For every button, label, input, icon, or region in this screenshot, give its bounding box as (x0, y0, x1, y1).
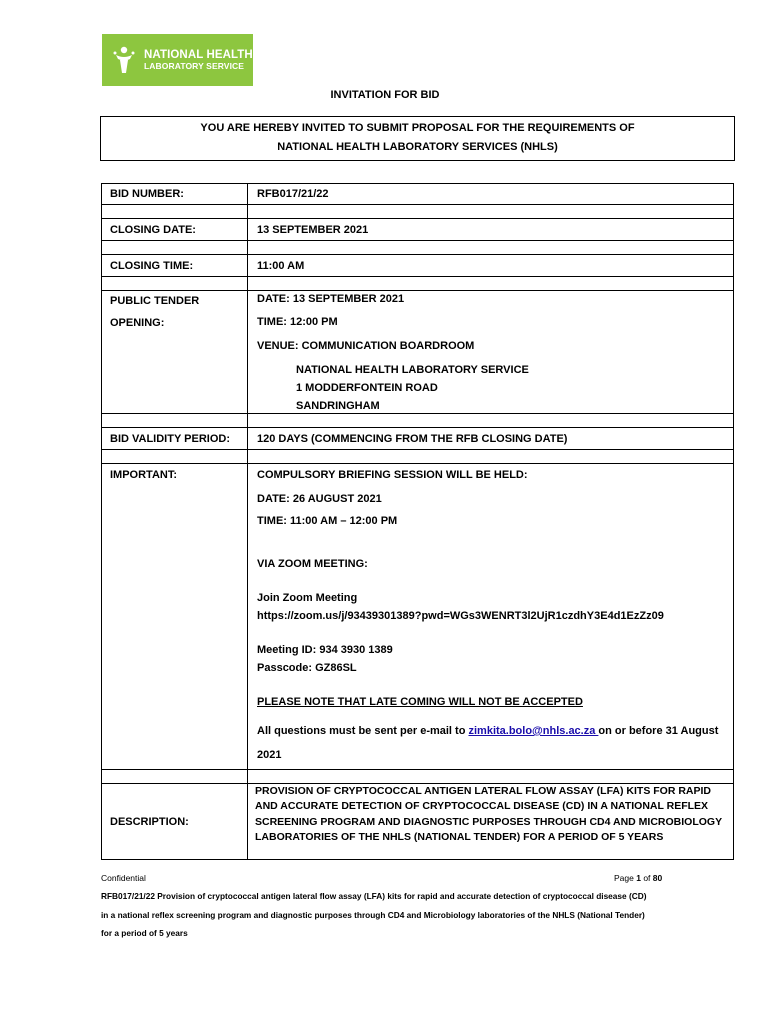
description-label: DESCRIPTION: (110, 816, 189, 828)
row-divider (102, 463, 733, 464)
page-title: INVITATION FOR BID (330, 89, 440, 101)
footer-line-3: for a period of 5 years (101, 928, 188, 938)
nhls-emblem-icon (110, 45, 138, 75)
page-number (614, 873, 662, 883)
confidential-label: Confidential (101, 873, 146, 883)
bid-details-table (101, 183, 734, 860)
questions-prefix: All questions must be sent per e-mail to (257, 725, 469, 737)
page-current: 1 (636, 873, 641, 883)
page-total: 80 (652, 873, 663, 883)
row-divider (102, 413, 733, 414)
venue-address-line-1: NATIONAL HEALTH LABORATORY SERVICE (296, 364, 529, 376)
row-divider (102, 240, 733, 241)
meeting-passcode: Passcode: GZ86SL (257, 662, 357, 674)
important-label: IMPORTANT: (110, 469, 178, 481)
invitation-line-2: NATIONAL HEALTH LABORATORY SERVICES (NHLS) (277, 141, 558, 153)
row-divider (102, 769, 733, 770)
footer-line-1: RFB017/21/22 Provision of cryptococcal antigen lateral flow assay (LFA) kits for rapid and accurate detection of cryptococcal disease (CD) (101, 891, 647, 901)
questions-suffix: on or before 31 August (598, 725, 719, 737)
description-text: PROVISION OF CRYPTOCOCCAL ANTIGEN LATERAL FLOW ASSAY (LFA) KITS FOR RAPID AND ACCURATE DETECTION OF CRYPTOCOCCAL DISEASE (CD) IN A NATIONAL REFLEX SCREENING PROGRAM AND DIAGNOSTIC PURPOSES THROUGH CD4 AND MICROBIOLOGY LABORATORIES OF THE NHLS (NATIONAL TENDER) FOR A PERIOD OF 5 YEARS (255, 785, 722, 843)
via-zoom-heading: VIA ZOOM MEETING: (257, 558, 368, 570)
invitation-line-1: YOU ARE HEREBY INVITED TO SUBMIT PROPOSAL FOR THE REQUIREMENTS OF (200, 122, 635, 134)
row-divider (102, 204, 733, 205)
page-of: of (640, 873, 653, 883)
venue-address-line-2: 1 MODDERFONTEIN ROAD (296, 382, 438, 394)
closing-date-label: CLOSING DATE: (110, 224, 196, 236)
page-prefix: Page (614, 873, 637, 883)
row-divider (102, 290, 733, 291)
questions-notice (257, 725, 718, 737)
venue-address-line-3: SANDRINGHAM (296, 400, 380, 412)
tender-opening-time: TIME: 12:00 PM (257, 316, 338, 328)
logo-line-1: NATIONAL HEALTH (144, 49, 253, 61)
briefing-time: TIME: 11:00 AM – 12:00 PM (257, 515, 398, 527)
join-zoom-label: Join Zoom Meeting (257, 592, 358, 604)
tender-venue: VENUE: COMMUNICATION BOARDROOM (257, 340, 475, 352)
row-divider (102, 449, 733, 450)
row-divider (102, 427, 733, 428)
late-coming-notice: PLEASE NOTE THAT LATE COMING WILL NOT BE ACCEPTED (257, 696, 583, 708)
footer-line-2: in a national reflex screening program and diagnostic purposes through CD4 and Microbiology laboratories of the NHLS (National Tender) (101, 910, 645, 920)
tender-opening-date: DATE: 13 SEPTEMBER 2021 (257, 293, 405, 305)
contact-email-link[interactable]: zimkita.bolo@nhls.ac.za (468, 725, 599, 737)
questions-year: 2021 (257, 749, 282, 761)
closing-time-label: CLOSING TIME: (110, 260, 194, 272)
zoom-meeting-link[interactable]: https://zoom.us/j/93439301389?pwd=WGs3WENRT3l2UjR1czdhY3E4d1EzZz09 (257, 610, 664, 622)
opening-label: OPENING: (110, 317, 165, 329)
invitation-box (100, 116, 735, 161)
public-tender-label: PUBLIC TENDER (110, 295, 200, 307)
nhls-logo (102, 34, 253, 86)
closing-time-value: 11:00 AM (257, 260, 305, 272)
column-divider (247, 184, 248, 859)
row-divider (102, 254, 733, 255)
row-divider (102, 218, 733, 219)
row-divider (102, 276, 733, 277)
briefing-date: DATE: 26 AUGUST 2021 (257, 493, 382, 505)
bid-number-label: BID NUMBER: (110, 188, 184, 200)
bid-validity-value: 120 DAYS (COMMENCING FROM THE RFB CLOSING DATE) (257, 433, 568, 445)
meeting-id: Meeting ID: 934 3930 1389 (257, 644, 393, 656)
closing-date-value: 13 SEPTEMBER 2021 (257, 224, 369, 236)
bid-number-value: RFB017/21/22 (257, 188, 329, 200)
bid-validity-label: BID VALIDITY PERIOD: (110, 433, 230, 445)
logo-line-2: LABORATORY SERVICE (144, 60, 245, 71)
briefing-session-notice: COMPULSORY BRIEFING SESSION WILL BE HELD: (257, 469, 528, 481)
